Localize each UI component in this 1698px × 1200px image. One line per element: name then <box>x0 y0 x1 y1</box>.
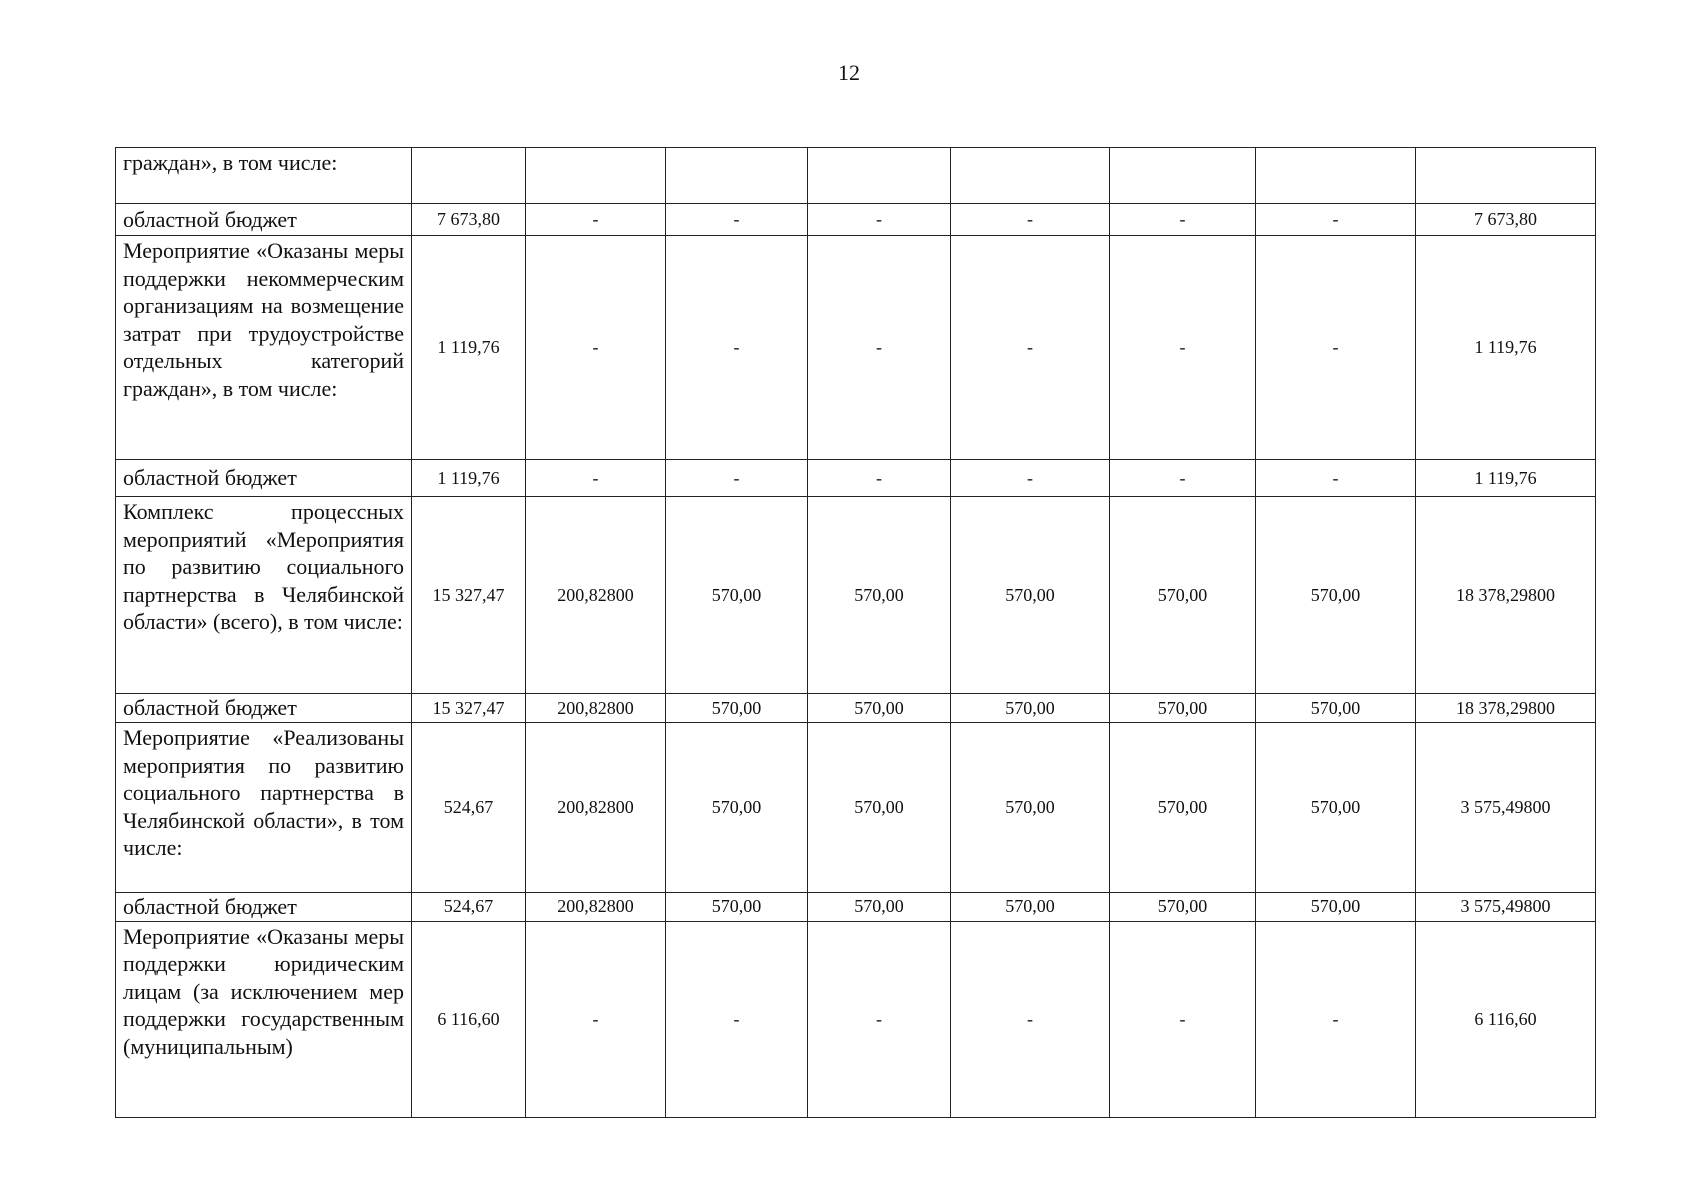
row-total-cell: 18 378,29800 <box>1416 694 1596 723</box>
row-value-cell: - <box>526 236 666 460</box>
row-value-cell: 200,82800 <box>526 893 666 922</box>
row-value-cell: - <box>1256 236 1416 460</box>
row-value-cell: - <box>666 921 808 1117</box>
row-value-cell: 200,82800 <box>526 497 666 694</box>
row-total-cell: 18 378,29800 <box>1416 497 1596 694</box>
page-number: 12 <box>838 60 860 85</box>
row-value-cell: 570,00 <box>666 893 808 922</box>
row-value-cell: - <box>526 460 666 497</box>
budget-table <box>115 147 1596 1118</box>
row-value-cell <box>526 148 666 204</box>
row-value-cell: 570,00 <box>1110 893 1256 922</box>
row-value-cell: 570,00 <box>666 497 808 694</box>
row-label: Комплекс процессных мероприятий «Мероприятия по развитию социального партнерства в Челябинской области» (всего), в том числе: <box>116 497 412 694</box>
row-value-cell <box>1256 148 1416 204</box>
table-row <box>116 723 1596 893</box>
table-subrow <box>116 204 1596 236</box>
table-body <box>116 148 1596 1118</box>
row-value-cell: 524,67 <box>412 893 526 922</box>
row-value-cell <box>951 148 1110 204</box>
row-label: областной бюджет <box>116 460 412 497</box>
table-subrow <box>116 460 1596 497</box>
row-total-cell: 7 673,80 <box>1416 204 1596 236</box>
row-value-cell: 1 119,76 <box>412 236 526 460</box>
row-total-cell <box>1416 148 1596 204</box>
row-value-cell: - <box>1256 921 1416 1117</box>
row-total-cell: 1 119,76 <box>1416 236 1596 460</box>
row-value-cell: - <box>1110 460 1256 497</box>
row-total-cell: 1 119,76 <box>1416 460 1596 497</box>
row-label: Мероприятие «Оказаны меры поддержки некоммерческим организациям на возмещение затрат при трудоустройстве отдельных категорий граждан», в том числе: <box>116 236 412 460</box>
row-label: областной бюджет <box>116 204 412 236</box>
row-value-cell: - <box>526 921 666 1117</box>
table-subrow <box>116 694 1596 723</box>
row-value-cell: - <box>808 921 951 1117</box>
row-label: Мероприятие «Реализованы мероприятия по развитию социального партнерства в Челябинской области», в том числе: <box>116 723 412 893</box>
row-value-cell: - <box>1256 204 1416 236</box>
row-value-cell: 570,00 <box>666 723 808 893</box>
row-value-cell: 570,00 <box>1256 893 1416 922</box>
row-value-cell: - <box>951 236 1110 460</box>
row-value-cell: 7 673,80 <box>412 204 526 236</box>
row-value-cell: 15 327,47 <box>412 694 526 723</box>
row-value-cell: - <box>808 460 951 497</box>
row-value-cell: 570,00 <box>1110 694 1256 723</box>
row-value-cell: 570,00 <box>951 497 1110 694</box>
row-value-cell: 570,00 <box>1256 723 1416 893</box>
row-value-cell: 570,00 <box>666 694 808 723</box>
row-value-cell: 570,00 <box>808 497 951 694</box>
row-value-cell <box>808 148 951 204</box>
row-value-cell: 570,00 <box>951 723 1110 893</box>
row-value-cell: 15 327,47 <box>412 497 526 694</box>
row-value-cell: - <box>666 204 808 236</box>
row-value-cell: 570,00 <box>808 694 951 723</box>
row-value-cell: - <box>526 204 666 236</box>
row-value-cell: 570,00 <box>1256 694 1416 723</box>
row-total-cell: 3 575,49800 <box>1416 893 1596 922</box>
row-value-cell: 570,00 <box>1110 723 1256 893</box>
row-value-cell: - <box>1110 204 1256 236</box>
row-value-cell: 570,00 <box>808 893 951 922</box>
row-value-cell: - <box>951 921 1110 1117</box>
row-value-cell <box>412 148 526 204</box>
row-value-cell: - <box>1110 236 1256 460</box>
row-value-cell: 200,82800 <box>526 694 666 723</box>
row-value-cell: - <box>951 204 1110 236</box>
row-total-cell: 3 575,49800 <box>1416 723 1596 893</box>
table-row <box>116 236 1596 460</box>
row-value-cell: 570,00 <box>951 694 1110 723</box>
table-subrow <box>116 893 1596 922</box>
row-value-cell: 6 116,60 <box>412 921 526 1117</box>
row-value-cell: - <box>1256 460 1416 497</box>
row-label: Мероприятие «Оказаны меры поддержки юридическим лицам (за исключением мер поддержки государственным (муниципальным) <box>116 921 412 1117</box>
row-value-cell: 1 119,76 <box>412 460 526 497</box>
row-value-cell: 570,00 <box>1256 497 1416 694</box>
row-value-cell: - <box>666 460 808 497</box>
row-value-cell: - <box>808 204 951 236</box>
row-value-cell <box>666 148 808 204</box>
row-value-cell: 200,82800 <box>526 723 666 893</box>
row-value-cell: 570,00 <box>951 893 1110 922</box>
table-row <box>116 148 1596 204</box>
row-value-cell: 524,67 <box>412 723 526 893</box>
row-value-cell: 570,00 <box>1110 497 1256 694</box>
row-value-cell: - <box>1110 921 1256 1117</box>
table-row <box>116 921 1596 1117</box>
row-value-cell: - <box>666 236 808 460</box>
row-label: граждан», в том числе: <box>116 148 412 204</box>
row-value-cell: 570,00 <box>808 723 951 893</box>
table-row <box>116 497 1596 694</box>
row-value-cell: - <box>808 236 951 460</box>
row-total-cell: 6 116,60 <box>1416 921 1596 1117</box>
row-label: областной бюджет <box>116 893 412 922</box>
row-value-cell: - <box>951 460 1110 497</box>
row-value-cell <box>1110 148 1256 204</box>
row-label: областной бюджет <box>116 694 412 723</box>
